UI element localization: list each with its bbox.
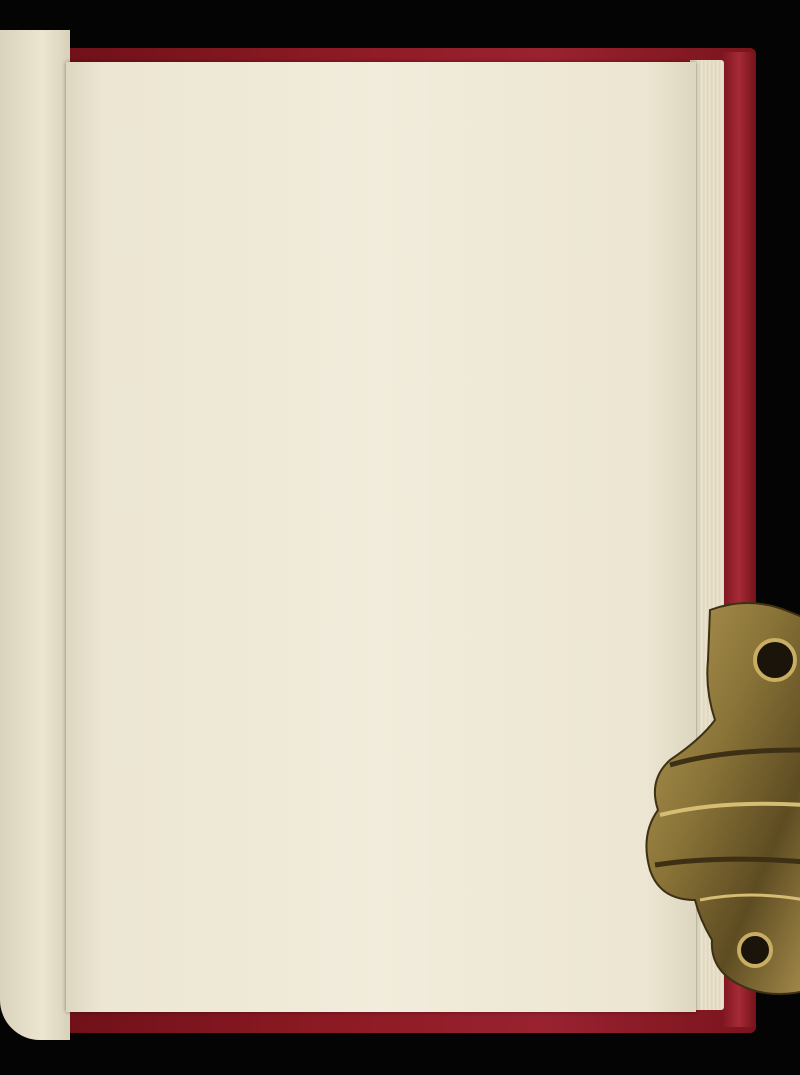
brass-clip-icon [640, 600, 800, 1000]
previous-page [0, 30, 70, 1040]
current-page [66, 62, 696, 1012]
